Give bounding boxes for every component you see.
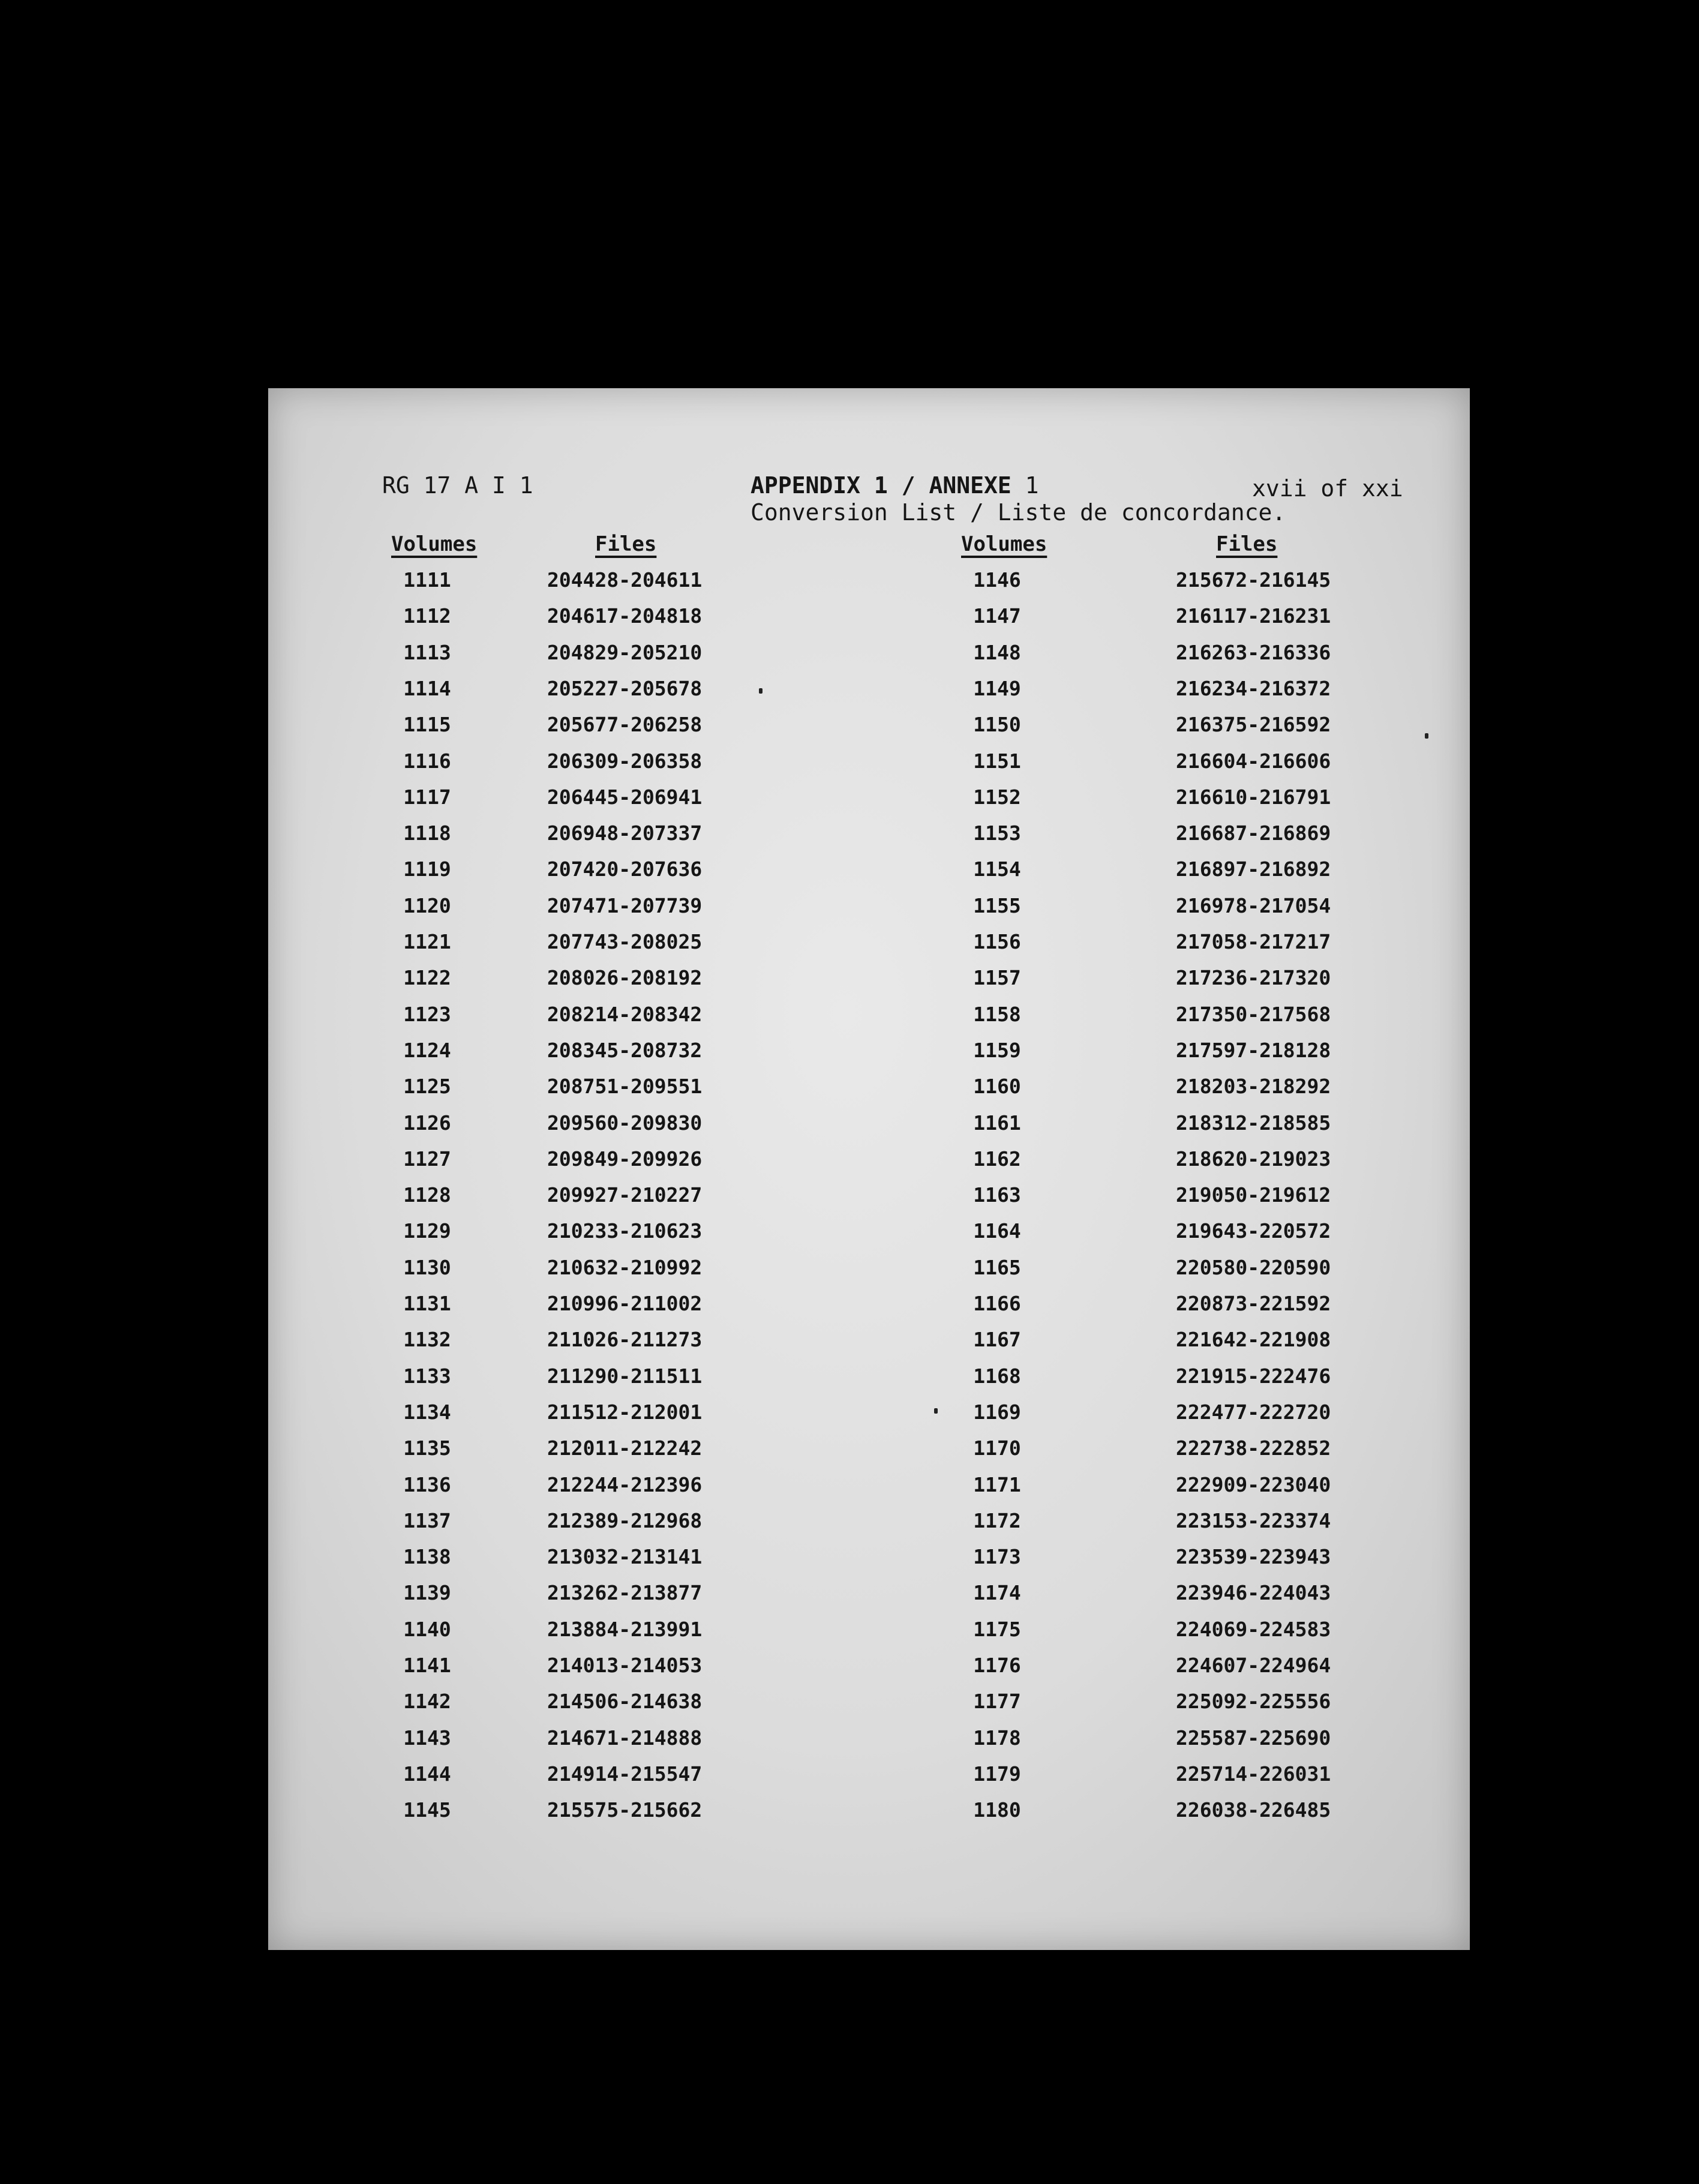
volume-number: 1177	[973, 1690, 1021, 1714]
file-range: 214671-214888	[547, 1726, 703, 1750]
volume-number: 1125	[403, 1075, 451, 1099]
file-range: 210632-210992	[547, 1255, 703, 1279]
volume-number: 1133	[403, 1364, 451, 1388]
table-row	[268, 1436, 1470, 1472]
table-row	[268, 1798, 1470, 1834]
file-range: 216263-216336	[1176, 640, 1331, 664]
volume-number: 1142	[403, 1690, 451, 1714]
table-row	[268, 1328, 1470, 1364]
file-range: 213884-213991	[547, 1617, 703, 1641]
volume-number: 1126	[403, 1111, 451, 1135]
file-range: 208345-208732	[547, 1038, 703, 1062]
file-range: 220873-221592	[1176, 1292, 1331, 1315]
list-subtitle: Conversion List / Liste de concordance.	[751, 499, 1286, 526]
file-range: 207471-207739	[547, 893, 703, 917]
file-range: 219050-219612	[1176, 1183, 1331, 1207]
volume-number: 1123	[403, 1002, 451, 1026]
table-row	[268, 1509, 1470, 1545]
file-range: 221915-222476	[1176, 1364, 1331, 1388]
file-range: 213262-213877	[547, 1581, 703, 1605]
volume-number: 1180	[973, 1798, 1021, 1822]
volume-number: 1178	[973, 1726, 1021, 1750]
file-range: 209927-210227	[547, 1183, 703, 1207]
file-range: 216978-217054	[1176, 893, 1331, 917]
volume-number: 1134	[403, 1400, 451, 1424]
file-range: 212011-212242	[547, 1436, 703, 1460]
file-range: 214013-214053	[547, 1654, 703, 1677]
file-range: 210233-210623	[547, 1219, 703, 1243]
volume-number: 1146	[973, 568, 1021, 592]
file-range: 204428-204611	[547, 568, 703, 592]
volume-number: 1115	[403, 713, 451, 737]
file-range: 219643-220572	[1176, 1219, 1331, 1243]
volume-number: 1159	[973, 1038, 1021, 1062]
file-range: 206445-206941	[547, 785, 703, 809]
volume-number: 1137	[403, 1508, 451, 1532]
file-range: 217597-218128	[1176, 1038, 1331, 1062]
file-range: 223153-223374	[1176, 1508, 1331, 1532]
volume-number: 1148	[973, 640, 1021, 664]
volume-number: 1116	[403, 749, 451, 773]
file-range: 205227-205678	[547, 676, 703, 700]
file-range: 214914-215547	[547, 1762, 703, 1786]
file-range: 211026-211273	[547, 1328, 703, 1352]
table-row	[268, 1003, 1470, 1039]
ink-speck	[759, 688, 763, 694]
table-row	[268, 1039, 1470, 1075]
table-row	[268, 604, 1470, 640]
volume-number: 1158	[973, 1002, 1021, 1026]
volume-number: 1113	[403, 640, 451, 664]
volume-number: 1118	[403, 821, 451, 845]
record-group-reference: RG 17 A I 1	[382, 472, 533, 499]
file-range: 207420-207636	[547, 857, 703, 881]
table-row	[268, 1400, 1470, 1436]
volume-number: 1163	[973, 1183, 1021, 1207]
volume-number: 1112	[403, 604, 451, 628]
file-range: 216604-216606	[1176, 749, 1331, 773]
table-row	[268, 1473, 1470, 1509]
volume-number: 1120	[403, 893, 451, 917]
file-range: 208026-208192	[547, 966, 703, 990]
annexe-label: ANNEXE	[929, 472, 1011, 499]
volume-number: 1138	[403, 1545, 451, 1569]
volume-number: 1161	[973, 1111, 1021, 1135]
volume-number: 1174	[973, 1581, 1021, 1605]
file-range: 212244-212396	[547, 1472, 703, 1496]
volume-number: 1114	[403, 676, 451, 700]
file-range: 213032-213141	[547, 1545, 703, 1569]
table-row	[268, 1219, 1470, 1255]
table-row	[268, 894, 1470, 930]
table-row	[268, 749, 1470, 785]
volume-number: 1154	[973, 857, 1021, 881]
volume-number: 1145	[403, 1798, 451, 1822]
volume-number: 1150	[973, 713, 1021, 737]
table-row	[268, 1111, 1470, 1147]
file-range: 216610-216791	[1176, 785, 1331, 809]
volume-number: 1171	[973, 1472, 1021, 1496]
file-range: 214506-214638	[547, 1690, 703, 1714]
volume-number: 1173	[973, 1545, 1021, 1569]
file-range: 210996-211002	[547, 1292, 703, 1315]
table-row	[268, 785, 1470, 821]
file-range: 218620-219023	[1176, 1147, 1331, 1171]
volume-number: 1175	[973, 1617, 1021, 1641]
volume-number: 1149	[973, 676, 1021, 700]
file-range: 224069-224583	[1176, 1617, 1331, 1641]
page-number: xvii of xxi	[1252, 475, 1403, 502]
file-range: 222477-222720	[1176, 1400, 1331, 1424]
table-row	[268, 1618, 1470, 1654]
file-range: 211290-211511	[547, 1364, 703, 1388]
file-range: 218312-218585	[1176, 1111, 1331, 1135]
volume-number: 1153	[973, 821, 1021, 845]
file-range: 222738-222852	[1176, 1436, 1331, 1460]
right-files-header: Files	[1216, 532, 1278, 556]
volume-number: 1147	[973, 604, 1021, 628]
volume-number: 1131	[403, 1292, 451, 1315]
appendix-label: APPENDIX 1 /	[751, 472, 915, 499]
volume-number: 1157	[973, 966, 1021, 990]
file-range: 224607-224964	[1176, 1654, 1331, 1677]
ink-speck	[1425, 733, 1428, 739]
volume-number: 1141	[403, 1654, 451, 1677]
right-volumes-header: Volumes	[961, 532, 1047, 556]
file-range: 208214-208342	[547, 1002, 703, 1026]
volume-number: 1136	[403, 1472, 451, 1496]
file-range: 218203-218292	[1176, 1075, 1331, 1099]
table-row	[268, 1726, 1470, 1762]
volume-number: 1168	[973, 1364, 1021, 1388]
table-row	[268, 1147, 1470, 1183]
volume-number: 1170	[973, 1436, 1021, 1460]
file-range: 216117-216231	[1176, 604, 1331, 628]
volume-number: 1162	[973, 1147, 1021, 1171]
table-row	[268, 1256, 1470, 1292]
file-range: 205677-206258	[547, 713, 703, 737]
volume-number: 1160	[973, 1075, 1021, 1099]
file-range: 212389-212968	[547, 1508, 703, 1532]
file-range: 222909-223040	[1176, 1472, 1331, 1496]
volume-number: 1139	[403, 1581, 451, 1605]
file-range: 206309-206358	[547, 749, 703, 773]
volume-number: 1122	[403, 966, 451, 990]
volume-number: 1130	[403, 1255, 451, 1279]
ink-speck	[934, 1408, 938, 1414]
volume-number: 1176	[973, 1654, 1021, 1677]
file-range: 225092-225556	[1176, 1690, 1331, 1714]
file-range: 209849-209926	[547, 1147, 703, 1171]
appendix-title	[751, 472, 1039, 499]
volume-number: 1135	[403, 1436, 451, 1460]
table-row	[268, 1292, 1470, 1328]
file-range: 221642-221908	[1176, 1328, 1331, 1352]
file-range: 225714-226031	[1176, 1762, 1331, 1786]
volume-number: 1129	[403, 1219, 451, 1243]
volume-number: 1166	[973, 1292, 1021, 1315]
file-range: 211512-212001	[547, 1400, 703, 1424]
table-row	[268, 1654, 1470, 1690]
volume-number: 1143	[403, 1726, 451, 1750]
volume-number: 1169	[973, 1400, 1021, 1424]
table-row	[268, 568, 1470, 604]
table-row	[268, 641, 1470, 677]
table-row	[268, 1075, 1470, 1111]
table-row	[268, 930, 1470, 966]
table-row	[268, 1690, 1470, 1726]
volume-number: 1132	[403, 1328, 451, 1352]
table-row	[268, 713, 1470, 749]
volume-number: 1167	[973, 1328, 1021, 1352]
table-row	[268, 1762, 1470, 1798]
volume-number: 1128	[403, 1183, 451, 1207]
file-range: 216897-216892	[1176, 857, 1331, 881]
file-range: 216687-216869	[1176, 821, 1331, 845]
file-range: 226038-226485	[1176, 1798, 1331, 1822]
table-row	[268, 821, 1470, 857]
file-range: 223946-224043	[1176, 1581, 1331, 1605]
file-range: 207743-208025	[547, 930, 703, 953]
appendix-number: 1	[1025, 472, 1039, 499]
left-files-header: Files	[595, 532, 657, 556]
volume-number: 1152	[973, 785, 1021, 809]
volume-number: 1127	[403, 1147, 451, 1171]
volume-number: 1111	[403, 568, 451, 592]
volume-number: 1151	[973, 749, 1021, 773]
file-range: 216375-216592	[1176, 713, 1331, 737]
file-range: 223539-223943	[1176, 1545, 1331, 1569]
file-range: 225587-225690	[1176, 1726, 1331, 1750]
table-row	[268, 1183, 1470, 1219]
table-row	[268, 677, 1470, 713]
file-range: 206948-207337	[547, 821, 703, 845]
volume-number: 1179	[973, 1762, 1021, 1786]
file-range: 220580-220590	[1176, 1255, 1331, 1279]
file-range: 209560-209830	[547, 1111, 703, 1135]
file-range: 215575-215662	[547, 1798, 703, 1822]
volume-number: 1164	[973, 1219, 1021, 1243]
table-row	[268, 1364, 1470, 1400]
table-row	[268, 966, 1470, 1002]
volume-number: 1140	[403, 1617, 451, 1641]
file-range: 217058-217217	[1176, 930, 1331, 953]
volume-number: 1121	[403, 930, 451, 953]
table-row	[268, 1581, 1470, 1617]
document-page	[268, 388, 1470, 1950]
volume-number: 1172	[973, 1508, 1021, 1532]
volume-number: 1144	[403, 1762, 451, 1786]
volume-number: 1124	[403, 1038, 451, 1062]
volume-number: 1156	[973, 930, 1021, 953]
file-range: 204617-204818	[547, 604, 703, 628]
volume-number: 1155	[973, 893, 1021, 917]
file-range: 204829-205210	[547, 640, 703, 664]
file-range: 216234-216372	[1176, 676, 1331, 700]
volume-number: 1165	[973, 1255, 1021, 1279]
file-range: 208751-209551	[547, 1075, 703, 1099]
table-row	[268, 1545, 1470, 1581]
volume-number: 1119	[403, 857, 451, 881]
file-range: 215672-216145	[1176, 568, 1331, 592]
file-range: 217350-217568	[1176, 1002, 1331, 1026]
file-range: 217236-217320	[1176, 966, 1331, 990]
volume-number: 1117	[403, 785, 451, 809]
left-volumes-header: Volumes	[391, 532, 478, 556]
table-row	[268, 857, 1470, 893]
